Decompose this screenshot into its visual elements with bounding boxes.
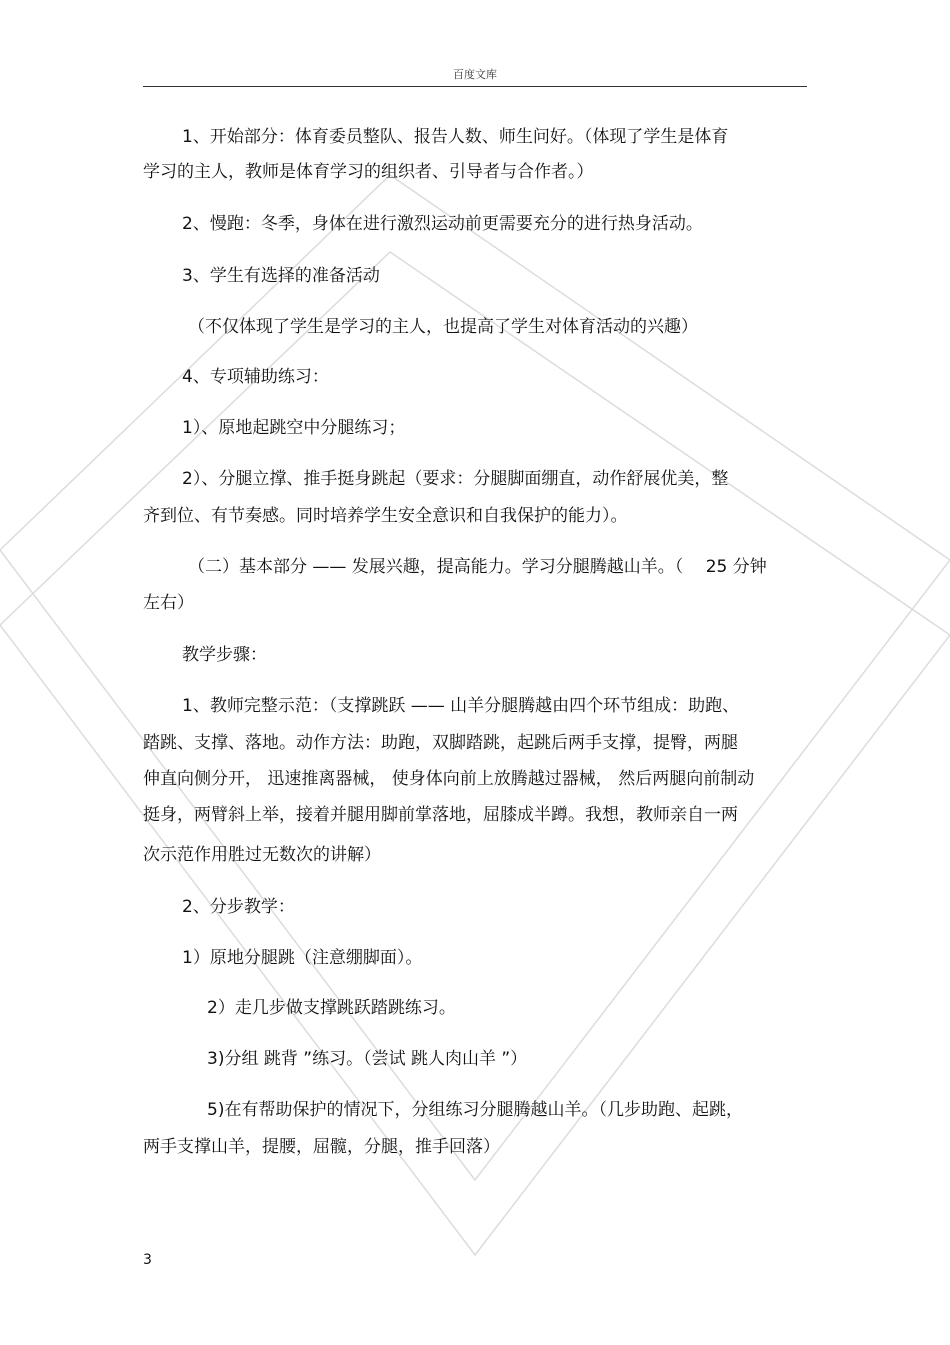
paragraph-line: 1、开始部分：体育委员整队、报告人数、师生问好。（体现了学生是体育 [182,127,729,147]
paragraph-line: 1）、原地起跳空中分腿练习； [182,418,406,438]
page-number: 3 [143,1252,152,1268]
paragraph-line: 左右） [143,593,194,613]
paragraph-line: 5)在有帮助保护的情况下，分组练习分腿腾越山羊。（几步助跑、起跳， [207,1100,743,1120]
paragraph-line: 两手支撑山羊，提腰，屈髋，分腿，推手回落） [143,1137,500,1157]
paragraph-line: 2、分步教学： [182,897,295,917]
paragraph-line: 1、教师完整示范：（支撑跳跃 —— 山羊分腿腾越由四个环节组成：助跑、 [182,696,740,716]
paragraph-line: 1）原地分腿跳（注意绷脚面）。 [182,948,423,968]
paragraph-line: 齐到位、有节奏感。同时培养学生安全意识和自我保护的能力）。 [143,506,628,526]
paragraph-line: （二）基本部分 —— 发展兴趣，提高能力。学习分腿腾越山羊。（ 25 分钟 [188,557,767,577]
paragraph-line: 学习的主人，教师是体育学习的组织者、引导者与合作者。） [143,162,594,182]
paragraph-line: 挺身，两臂斜上举，接着并腿用脚前掌落地，屈膝成半蹲。我想，教师亲自一两 [143,805,738,825]
paragraph-line: 3、学生有选择的准备活动 [182,266,380,286]
paragraph-line: 教学步骤： [182,645,267,665]
paragraph-line: （不仅体现了学生是学习的主人，也提高了学生对体育活动的兴趣） [188,317,698,337]
header-divider [143,86,807,87]
paragraph-line: 4、专项辅助练习： [182,367,329,387]
paragraph-line: 伸直向侧分开， 迅速推离器械， 使身体向前上放腾越过器械， 然后两腿向前制动 [143,769,755,789]
paragraph-line: 2）、分腿立撑、推手挺身跳起（要求：分腿脚面绷直，动作舒展优美，整 [182,469,729,489]
paragraph-line: 3)分组 跳背 ”练习。（尝试 跳人肉山羊 ”） [207,1049,528,1069]
paragraph-line: 2、慢跑：冬季，身体在进行激烈运动前更需要充分的进行热身活动。 [182,214,703,234]
paragraph-line: 2）走几步做支撑跳跃踏跳练习。 [207,998,456,1018]
paragraph-line: 次示范作用胜过无数次的讲解） [143,845,381,865]
document-header: 百度文库 [453,68,497,81]
paragraph-line: 踏跳、支撑、落地。动作方法：助跑，双脚踏跳，起跳后两手支撑，提臀，两腿 [143,733,738,753]
